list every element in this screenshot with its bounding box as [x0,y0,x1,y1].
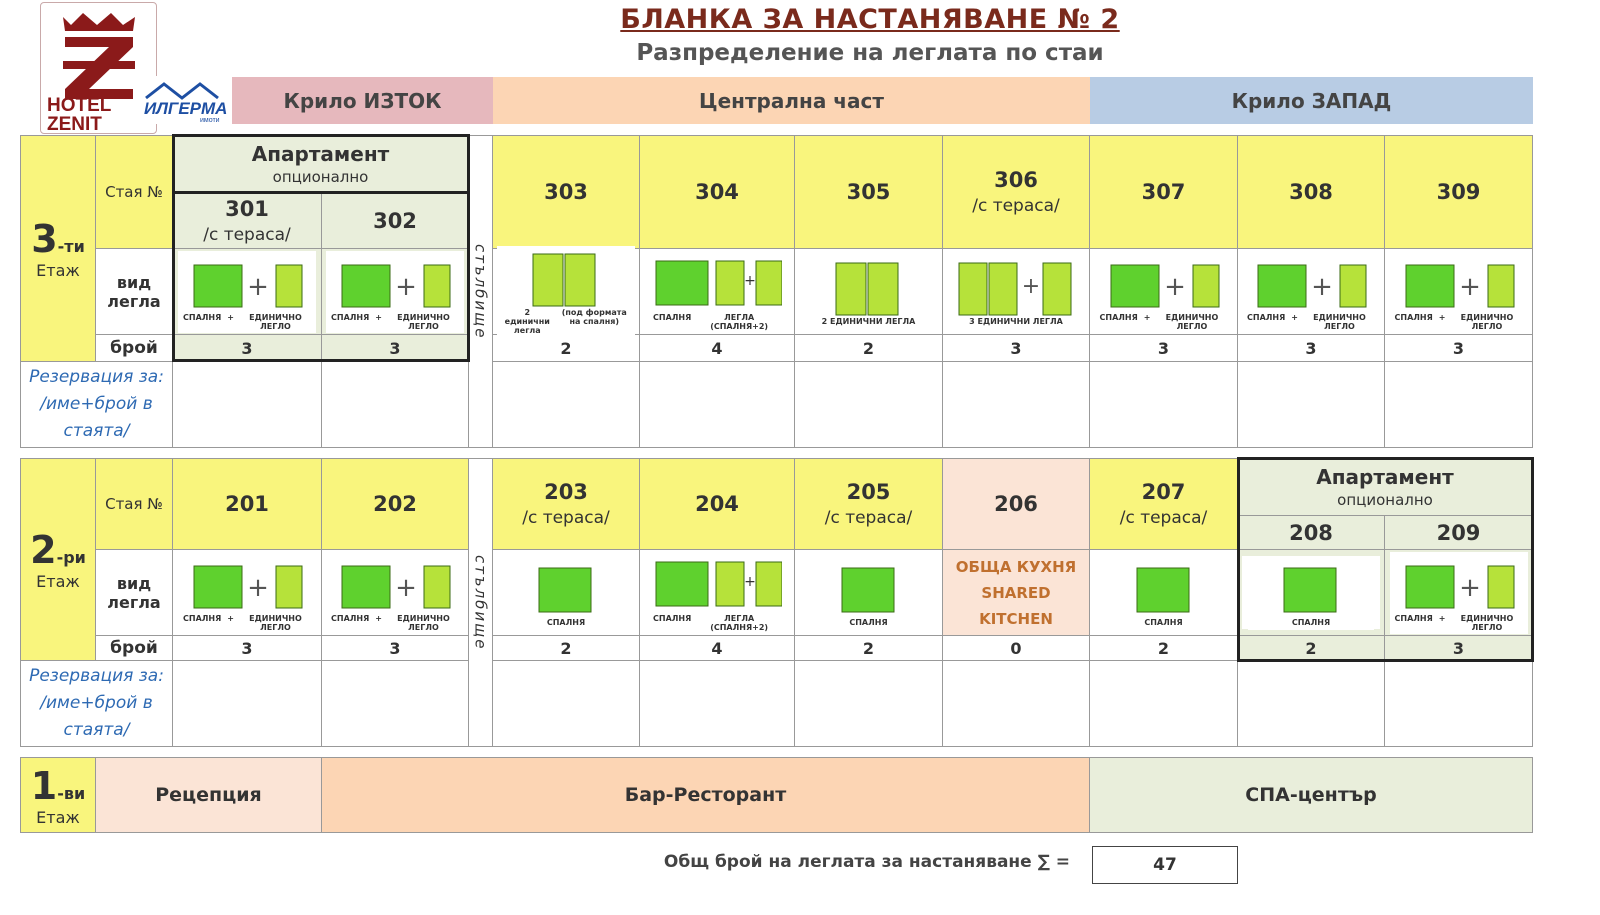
bed-caption [1247,313,1375,331]
room-header-302[interactable] [322,193,469,249]
count-label [96,636,173,661]
svg-text:+: + [1458,572,1481,603]
bed-layout-204 [640,550,795,636]
apartment-title: Апартамент [1316,465,1454,489]
bed-caption-part: ЛЕГЛА (СПАЛНЯ+2) [710,312,769,331]
total-beds-label: Общ брой на леглата за настаняване ∑ = [663,852,1070,872]
svg-text:+: + [247,572,269,603]
bed-caption-part: ЕДИНИЧНО ЛЕГЛО [397,312,450,331]
apartment-optional: опционално [1337,491,1433,509]
reservation-cell-302[interactable] [322,362,469,448]
bed-count-307 [1090,335,1238,362]
bed-caption [653,313,781,331]
bed-caption [1395,313,1523,331]
bed-type-text-2: легла [107,291,161,311]
floor-name: Етаж [36,261,80,280]
bed-layout-203 [493,550,640,636]
floor-name: Етаж [36,572,80,591]
room-no-text: Стая № [105,183,163,201]
bed-caption-part: СПАЛНЯ [653,312,692,322]
bed-caption-part: ЕДИНИЧНО ЛЕГЛО [1165,312,1219,331]
svg-text:+: + [744,272,756,289]
room-number: 306 [994,168,1038,192]
bed-caption-part: СПАЛНЯ [183,312,222,322]
room-number: 202 [373,492,417,516]
room-header-203[interactable] [493,458,640,550]
bed-caption-part: ЕДИНИЧНО ЛЕГЛО [1460,312,1514,331]
bed-count-207 [1090,636,1238,661]
bed-caption-part: ЕДИНИЧНО ЛЕГЛО [249,312,302,331]
bed-caption-part: СПАЛНЯ [331,613,370,623]
wing-center: Централна част [493,77,1090,124]
bed-count-305 [795,335,943,362]
bed-caption-part: 2 ЕДИНИЧНИ ЛЕГЛА [821,317,916,326]
reservation-label [20,362,173,448]
bed-count-308 [1238,335,1385,362]
bed-caption-part: ЛЕГЛА (СПАЛНЯ+2) [710,613,769,632]
svg-text:+: + [395,271,417,302]
bed-count-203 [493,636,640,661]
bed-count-309 [1385,335,1533,362]
bed-count-value: 0 [1010,638,1022,658]
bed-caption-part: СПАЛНЯ [1291,618,1331,627]
bed-layout-209 [1385,550,1533,636]
bed-caption [1144,618,1182,627]
bed-caption-part: ЕДИНИЧНО ЛЕГЛО [249,613,302,632]
room-note: /с тераса/ [824,508,913,528]
bed-caption [547,618,585,627]
reception-text: Рецепция [155,784,262,806]
spa-center-text: СПА-център [1245,784,1377,806]
bar-restaurant [322,757,1090,833]
apartment-title: Апартамент [251,142,390,166]
reservation-text: стаята/ [63,421,130,441]
bed-caption [1100,313,1228,331]
staircase-f2 [469,458,493,747]
bed-caption-part: + [1291,312,1298,322]
reservation-cell-308[interactable] [1238,362,1385,448]
apartment-header-2 [1238,458,1533,516]
ilgerma-logo [142,76,232,124]
bed-caption-part: СПАЛНЯ [546,618,586,627]
bed-count-306 [943,335,1090,362]
bed-layout-206 [943,550,1090,636]
reservation-cell-205[interactable] [795,661,943,747]
bed-caption [183,614,311,632]
bed-caption [1292,618,1330,627]
room-header-306[interactable] [943,135,1090,249]
room-no-text: Стая № [105,495,163,513]
bed-caption-part: ЕДИНИЧНО ЛЕГЛО [1460,613,1514,632]
reservation-cell-208[interactable] [1238,661,1385,747]
bed-layout-305 [795,249,943,335]
room-header-301[interactable] [173,193,322,249]
reservation-cell-303[interactable] [493,362,640,448]
bed-count-208 [1238,636,1385,661]
reservation-text: Резервация за: [29,367,164,387]
bed-layout-207 [1090,550,1238,636]
bed-count-value: 3 [1452,638,1465,658]
bed-caption-part: + [1143,312,1151,322]
bed-layout-302 [322,249,469,335]
bed-count-value: 3 [1157,338,1170,358]
bed-caption-part: ЕДИНИЧНО ЛЕГЛО [397,613,450,632]
svg-text:+: + [1458,271,1481,302]
room-header-305[interactable] [795,135,943,249]
room-header-202[interactable] [322,458,469,550]
page-subtitle: Разпределение на леглата по стаи [636,40,1104,66]
bed-count-301 [173,335,322,362]
hotel-zenit-logo: HOTEL ZENIT [40,2,157,134]
bed-count-value: 3 [1305,338,1317,358]
room-header-303[interactable] [493,135,640,249]
svg-text:+: + [395,572,417,603]
room-number: 304 [695,180,739,204]
bed-count-302 [322,335,469,362]
bed-type-label [96,249,173,335]
floor-label-f1 [20,757,96,833]
bed-count-value: 3 [1010,338,1022,358]
reception [96,757,322,833]
reservation-cell-204[interactable] [640,661,795,747]
bed-caption [331,313,459,331]
floor-number: 1-ви [30,763,86,808]
bed-caption [822,317,916,326]
kitchen-text: ОБЩА КУХНЯ [955,557,1077,576]
bed-caption-part: СПАЛНЯ [183,613,222,623]
staircase-text: стълбище [471,243,490,340]
bed-caption-part: СПАЛНЯ [849,618,888,627]
reservation-cell-306[interactable] [943,362,1090,448]
room-header-201[interactable] [173,458,322,550]
room-header-309[interactable] [1385,135,1533,249]
floor-number: 3-ти [31,217,85,261]
reservation-cell-305[interactable] [795,362,943,448]
reservation-cell-301[interactable] [173,362,322,448]
room-number: 203 [544,480,588,504]
bed-layout-304 [640,249,795,335]
reservation-cell-202[interactable] [322,661,469,747]
floor-label-f2 [20,458,96,661]
reservation-cell-201[interactable] [173,661,322,747]
bed-count-value: 3 [389,638,401,658]
bed-caption-part: ЕДИНИЧНО ЛЕГЛО [1313,312,1366,331]
room-header-204[interactable] [640,458,795,550]
floor-number: 2-ри [30,528,86,572]
room-note: /с тераса/ [203,224,291,245]
room-header-206[interactable] [943,458,1090,550]
room-header-208[interactable] [1238,516,1385,550]
bed-caption-part: СПАЛНЯ [653,613,692,623]
bed-layout-205 [795,550,943,636]
room-header-307[interactable] [1090,135,1238,249]
bed-layout-303 [493,249,640,335]
reservation-cell-209[interactable] [1385,661,1533,747]
bed-caption-part: + [1438,312,1446,322]
reservation-cell-207[interactable] [1090,661,1238,747]
reservation-label [20,661,173,747]
bed-count-value: 4 [711,638,723,658]
room-number: 308 [1289,180,1333,204]
room-header-205[interactable] [795,458,943,550]
staircase-text: стълбище [471,554,490,651]
reservation-cell-203[interactable] [493,661,640,747]
room-number: 206 [994,492,1038,516]
bed-layout-202 [322,550,469,636]
svg-text:ИЛГЕРМА: ИЛГЕРМА [144,99,228,118]
room-no-label [96,135,173,249]
bed-caption-part: + [1438,613,1446,623]
reservation-cell-304[interactable] [640,362,795,448]
room-number: 309 [1436,180,1481,204]
count-text: брой [110,638,158,658]
bed-caption-part: (под формата на спалня) [561,308,627,326]
apartment-header-3 [173,135,469,193]
bed-caption-part: + [227,312,234,322]
bed-count-value: 2 [1305,638,1317,658]
svg-text:+: + [247,271,269,302]
room-number: 209 [1436,520,1481,545]
bed-count-204 [640,636,795,661]
bed-count-value: 2 [560,338,572,358]
room-header-209[interactable] [1385,516,1533,550]
bed-caption-part: СПАЛНЯ [1099,312,1138,322]
bed-count-value: 4 [711,338,723,358]
bed-layout-306 [943,249,1090,335]
room-number: 208 [1289,520,1333,545]
bed-type-text: вид [116,272,152,292]
bed-count-value: 2 [1157,638,1170,658]
reservation-cell-307[interactable] [1090,362,1238,448]
bed-layout-308 [1238,249,1385,335]
bed-caption-part: + [375,312,382,322]
bed-layout-307 [1090,249,1238,335]
bed-type-text-2: легла [107,592,161,612]
floor-label-f3 [20,135,96,362]
bed-count-304 [640,335,795,362]
bed-layout-301 [173,249,322,335]
floor-name: Етаж [36,807,80,827]
spa-center [1090,757,1533,833]
bed-caption-part: 2 единични легла [504,308,550,335]
room-note: /с тераса/ [522,508,610,528]
count-text: брой [110,338,158,358]
bed-count-202 [322,636,469,661]
kitchen-text: SHARED KITCHEN [979,583,1053,628]
room-header-304[interactable] [640,135,795,249]
bed-caption-part: СПАЛНЯ [1394,312,1433,322]
bed-layout-309 [1385,249,1533,335]
staircase-f3 [469,135,493,448]
reservation-text: Резервация за: [29,666,164,686]
room-no-label [96,458,173,550]
svg-text:+: + [1163,271,1186,302]
room-number: 307 [1141,180,1186,204]
bed-type-label [96,550,173,636]
room-header-308[interactable] [1238,135,1385,249]
room-number: 204 [695,492,739,516]
bed-caption-part: СПАЛНЯ [1144,618,1183,627]
reservation-cell-309[interactable] [1385,362,1533,448]
room-number: 305 [846,180,891,204]
bed-count-value: 3 [389,338,401,358]
bed-caption [331,614,459,632]
bed-count-value: 3 [241,338,253,358]
bed-caption [969,317,1063,326]
reservation-cell-206[interactable] [943,661,1090,747]
bed-caption-part: СПАЛНЯ [1394,613,1433,623]
room-number: 205 [846,480,891,504]
reservation-text: стаята/ [63,720,130,740]
room-note: /с тераса/ [1119,508,1208,528]
room-number: 303 [544,180,588,204]
bed-count-201 [173,636,322,661]
svg-text:имоти: имоти [200,117,220,124]
bed-type-text: вид [116,573,152,593]
bed-caption-part: 3 ЕДИНИЧНИ ЛЕГЛА [969,317,1063,326]
bed-count-206 [943,636,1090,661]
bed-layout-208 [1238,550,1385,636]
reservation-text: /име+брой в [40,394,153,414]
room-number: 302 [373,208,417,233]
room-note: /с тераса/ [972,196,1060,216]
bed-caption [849,618,887,627]
room-number: 207 [1141,480,1186,504]
bed-count-value: 3 [241,638,253,658]
room-header-207[interactable] [1090,458,1238,550]
bed-count-value: 3 [1452,338,1465,358]
svg-text:+: + [744,573,756,590]
bed-count-205 [795,636,943,661]
bed-count-value: 2 [862,638,875,658]
bed-caption-part: + [227,613,234,623]
bed-caption-part: СПАЛНЯ [331,312,370,322]
count-label [96,335,173,362]
bar-restaurant-text: Бар-Ресторант [624,784,787,806]
svg-text:+: + [1311,271,1333,302]
total-beds-value: 47 [1092,846,1238,884]
svg-text:+: + [1021,274,1041,299]
wing-east: Крило ИЗТОК [232,77,493,124]
apartment-optional: опционално [272,168,369,186]
bed-caption-part: + [375,613,382,623]
room-number: 301 [225,196,269,221]
bed-count-303 [493,335,640,362]
bed-count-value: 2 [862,338,875,358]
bed-caption [653,614,781,632]
bed-layout-201 [173,550,322,636]
bed-count-value: 2 [560,638,572,658]
bed-caption-part: СПАЛНЯ [1247,312,1286,322]
reservation-text: /име+брой в [40,693,153,713]
bed-count-209 [1385,636,1533,661]
wing-west: Крило ЗАПАД [1090,77,1533,124]
bed-caption [1395,614,1523,632]
page-title: БЛАНКА ЗА НАСТАНЯВАНЕ № 2 [620,4,1120,35]
bed-caption [502,308,630,335]
bed-caption [183,313,311,331]
room-number: 201 [225,492,269,516]
